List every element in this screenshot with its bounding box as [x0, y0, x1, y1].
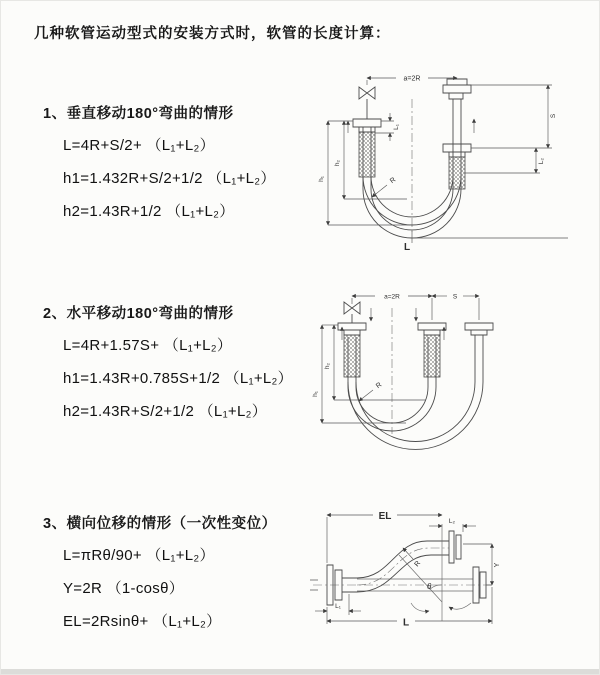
dim-label-s: S — [452, 293, 458, 301]
diagram-vertical-180 — [314, 71, 596, 256]
braid-left — [359, 132, 375, 177]
dim-label-l2: L₂ — [538, 157, 545, 165]
diagram-horizontal-180 — [309, 282, 600, 467]
scan-edge-strip — [1, 669, 599, 674]
dim-label-h1: h₁ — [312, 391, 319, 397]
radius-label: R — [413, 559, 423, 569]
flange-right-lower — [443, 144, 471, 157]
formula-h1: h1=1.432R+S/2+1/2 （L₁+L₂） — [63, 170, 276, 187]
dim-label-l2: L₂ — [448, 518, 456, 525]
swing-arrow-left — [411, 603, 429, 611]
hose-curve-centerline — [357, 548, 449, 585]
flange-right — [465, 323, 493, 335]
dim-label-el: EL — [378, 511, 392, 522]
formula-h2: h2=1.43R+S/2+1/2 （L₁+L₂） — [63, 403, 268, 420]
section-vertical-180 — [43, 102, 313, 222]
braid-right — [449, 157, 465, 189]
flange-upper — [449, 531, 461, 563]
braid-left — [344, 335, 360, 377]
diagram-lateral-displacement — [299, 499, 600, 661]
formula-length: L=πRθ/90+ （L₁+L₂） — [63, 547, 215, 564]
swing-arrow-right — [449, 603, 471, 609]
diagram-1-svg — [314, 71, 596, 256]
dim-label-a2r: a=2R — [384, 293, 400, 301]
angle-label: θ — [427, 582, 432, 591]
dim-label-l: L — [402, 617, 410, 629]
section-3-heading: 3、横向位移的情形（一次性变位） — [43, 516, 277, 532]
diagram-2-svg — [309, 282, 600, 467]
section-2-heading: 2、水平移动180°弯曲的情形 — [43, 306, 234, 322]
dim-label-bottom-l: L — [404, 242, 411, 253]
dim-label-h2: h₂ — [324, 362, 331, 370]
formula-length: L=4R+S/2+ （L₁+L₂） — [63, 137, 215, 154]
formula-y: Y=2R （1-cosθ） — [63, 580, 185, 597]
valve-icon — [359, 87, 375, 99]
dim-label-y: Y — [494, 562, 501, 568]
hose-arc-outer-2 — [348, 382, 483, 449]
section-horizontal-180 — [43, 302, 313, 422]
formula-h1: h1=1.43R+0.785S+1/2 （L₁+L₂） — [63, 370, 293, 387]
diagram-3-svg — [299, 499, 600, 661]
section-lateral-displacement — [43, 512, 313, 632]
dim-label-a2r: a=2R — [403, 75, 421, 83]
formula-length: L=4R+1.57S+ （L₁+L₂） — [63, 337, 233, 354]
radius-label: R — [389, 176, 398, 186]
dim-label-h2: h₂ — [334, 159, 341, 167]
radius-label: R — [375, 381, 384, 391]
page-title: 几种软管运动型式的安装方式时，软管的长度计算： — [34, 26, 391, 42]
flange-left — [353, 119, 381, 132]
dim-label-l1: L₁ — [335, 603, 341, 610]
radius-diagonal-line — [399, 555, 442, 602]
formula-h2: h2=1.43R+1/2 （L₁+L₂） — [63, 203, 235, 220]
section-1-heading: 1、垂直移动180°弯曲的情形 — [43, 106, 234, 122]
flange-middle — [418, 323, 446, 335]
braid-middle — [424, 335, 440, 377]
hose-arc-outer-1 — [363, 176, 461, 225]
hose-arc-inner-2 — [356, 382, 475, 442]
hose-right-leg — [475, 335, 483, 382]
dim-label-l1: L₁ — [393, 124, 400, 130]
dim-label-s: S — [550, 113, 557, 119]
dim-label-h1: h₁ — [318, 176, 325, 182]
flange-right-top — [443, 79, 471, 99]
formula-el: EL=2Rsinθ+ （L₁+L₂） — [63, 613, 222, 630]
theta-arc — [430, 585, 442, 589]
hose-curve-wall-bottom — [357, 555, 449, 592]
